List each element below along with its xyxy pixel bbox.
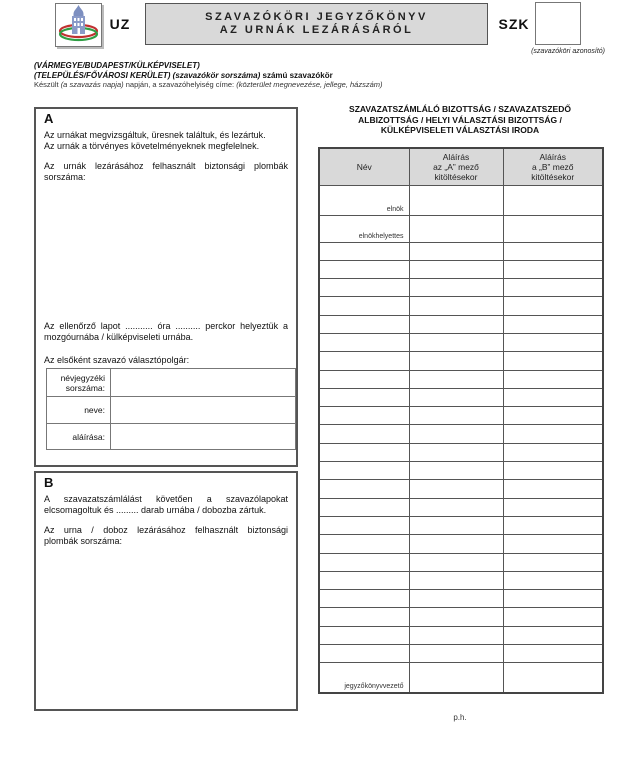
section-b-paragraph-ballots-packed: A szavazatszámlálást követően a szavazólapokat elcsomagoltuk és ......... darab urnába / dobozba zártuk. — [44, 494, 288, 515]
seal-numbers-blank-area[interactable] — [44, 183, 288, 317]
signature-b-cell[interactable] — [503, 407, 603, 425]
signature-a-cell[interactable] — [409, 297, 503, 315]
committee-row — [319, 333, 603, 351]
signature-a-cell[interactable] — [409, 498, 503, 516]
signature-b-cell[interactable] — [503, 443, 603, 461]
voter-signature-label: aláírása: — [47, 424, 111, 450]
signature-b-cell[interactable] — [503, 185, 603, 215]
signature-b-cell[interactable] — [503, 352, 603, 370]
signature-b-cell[interactable] — [503, 370, 603, 388]
member-name-cell[interactable] — [319, 498, 409, 516]
committee-row — [319, 185, 603, 215]
voter-roll-number-field[interactable] — [111, 369, 296, 397]
committee-table — [318, 147, 604, 694]
signature-b-cell[interactable] — [503, 645, 603, 663]
signature-a-cell[interactable] — [409, 242, 503, 260]
member-name-cell[interactable] — [319, 443, 409, 461]
committee-row — [319, 626, 603, 644]
section-b-box — [34, 471, 298, 711]
first-voter-table — [46, 368, 296, 450]
member-name-cell[interactable] — [319, 315, 409, 333]
committee-header-row — [319, 148, 603, 185]
committee-row — [319, 590, 603, 608]
signature-a-cell[interactable] — [409, 388, 503, 406]
signature-a-cell[interactable] — [409, 626, 503, 644]
section-a-paragraph-urns-checked: Az urnákat megvizsgáltuk, üresnek találtuk, és lezártuk. Az urnák a törvényes követelményeknek megfelelnek. — [44, 130, 266, 151]
meta-county-line: (VÁRMEGYE/BUDAPEST/KÜLKÉPVISELET) — [34, 61, 200, 70]
committee-table-body — [319, 185, 603, 693]
member-name-cell[interactable] — [319, 462, 409, 480]
member-name-cell[interactable] — [319, 407, 409, 425]
committee-row — [319, 215, 603, 242]
signature-b-cell[interactable] — [503, 279, 603, 297]
committee-row — [319, 297, 603, 315]
signature-b-cell[interactable] — [503, 315, 603, 333]
meta-settlement-line: (TELEPÜLÉS/FŐVÁROSI KERÜLET) (szavazókör sorszáma) számú szavazókör — [34, 70, 333, 80]
committee-row — [319, 279, 603, 297]
committee-row — [319, 516, 603, 534]
signature-b-cell[interactable] — [503, 663, 603, 693]
committee-row — [319, 407, 603, 425]
member-name-cell[interactable] — [319, 590, 409, 608]
form-title-line2: AZ URNÁK LEZÁRÁSÁRÓL — [219, 24, 414, 36]
signature-a-cell[interactable] — [409, 333, 503, 351]
column-header-signature-b: Aláírás a „B” mező kitöltésekor — [503, 148, 603, 185]
signature-a-cell[interactable] — [409, 260, 503, 278]
section-a-label: A — [44, 111, 54, 126]
member-name-cell[interactable] — [319, 626, 409, 644]
member-name-cell[interactable]: elnök — [319, 185, 409, 215]
signature-b-cell[interactable] — [503, 535, 603, 553]
column-header-signature-a: Aláírás az „A” mező kitöltésekor — [409, 148, 503, 185]
table-row — [47, 424, 296, 450]
szk-caption: (szavazóköri azonosító) — [531, 48, 605, 55]
member-name-cell[interactable] — [319, 425, 409, 443]
signature-a-cell[interactable] — [409, 608, 503, 626]
signature-a-cell[interactable] — [409, 215, 503, 242]
voter-name-field[interactable] — [111, 397, 296, 424]
committee-row — [319, 498, 603, 516]
signature-a-cell[interactable] — [409, 571, 503, 589]
signature-a-cell[interactable] — [409, 462, 503, 480]
form-meta — [34, 61, 474, 90]
signature-a-cell[interactable] — [409, 185, 503, 215]
signature-a-cell[interactable] — [409, 370, 503, 388]
committee-row — [319, 535, 603, 553]
meta-date-address-line: Készült (a szavazás napja) napján, a szavazóhelyiség címe: (közterület megnevezése, jellege, házszám) — [34, 80, 383, 89]
szk-id-box[interactable] — [535, 2, 581, 45]
signature-a-cell[interactable] — [409, 590, 503, 608]
section-a-paragraph-control-sheet: Az ellenőrző lapot ........... óra .......... perckor helyeztük a mozgóurnába / külképviseleti urnába. — [44, 321, 288, 342]
signature-b-cell[interactable] — [503, 498, 603, 516]
signature-a-cell[interactable] — [409, 663, 503, 693]
member-name-cell[interactable]: elnökhelyettes — [319, 215, 409, 242]
section-a-paragraph-seal-numbers: Az urnák lezárásához felhasznált biztonsági plombák sorszáma: — [44, 161, 288, 182]
signature-a-cell[interactable] — [409, 645, 503, 663]
committee-row — [319, 370, 603, 388]
signature-b-cell[interactable] — [503, 480, 603, 498]
signature-b-cell[interactable] — [503, 242, 603, 260]
committee-row — [319, 663, 603, 693]
signature-b-cell[interactable] — [503, 608, 603, 626]
member-name-cell[interactable] — [319, 553, 409, 571]
committee-row — [319, 553, 603, 571]
first-voter-intro: Az elsőként szavazó választópolgár: — [44, 355, 190, 365]
member-name-cell[interactable] — [319, 352, 409, 370]
section-b-label: B — [44, 475, 54, 490]
committee-heading: SZAVAZATSZÁMLÁLÓ BIZOTTSÁG / SZAVAZATSZEDŐ ALBIZOTTSÁG / HELYI VÁLASZTÁSI BIZOTTSÁG / KÜLKÉPVISELETI VÁLASZTÁSI IRODA — [349, 104, 571, 135]
signature-a-cell[interactable] — [409, 425, 503, 443]
member-name-cell[interactable] — [319, 242, 409, 260]
member-name-cell[interactable] — [319, 571, 409, 589]
column-header-name: Név — [319, 148, 409, 185]
committee-row — [319, 462, 603, 480]
member-name-cell[interactable]: jegyzőkönyvvezető — [319, 663, 409, 693]
member-name-cell[interactable] — [319, 370, 409, 388]
section-a-box — [34, 107, 298, 467]
signature-b-cell[interactable] — [503, 590, 603, 608]
committee-row — [319, 352, 603, 370]
table-row — [47, 397, 296, 424]
committee-row — [319, 645, 603, 663]
form-title — [145, 3, 488, 45]
member-name-cell[interactable] — [319, 388, 409, 406]
committee-row — [319, 608, 603, 626]
form-title-line1: SZAVAZÓKÖRI JEGYZŐKÖNYV — [205, 11, 428, 23]
voter-signature-field[interactable] — [111, 424, 296, 450]
signature-b-cell[interactable] — [503, 388, 603, 406]
form-code: UZ — [109, 16, 131, 32]
signature-b-cell[interactable] — [503, 260, 603, 278]
table-row — [47, 369, 296, 397]
signature-b-cell[interactable] — [503, 425, 603, 443]
signature-b-cell[interactable] — [503, 571, 603, 589]
committee-table-wrap — [318, 147, 602, 694]
committee-row — [319, 388, 603, 406]
signature-a-cell[interactable] — [409, 279, 503, 297]
committee-row — [319, 242, 603, 260]
szk-label: SZK — [498, 16, 530, 32]
nvi-logo — [55, 3, 102, 47]
signature-a-cell[interactable] — [409, 352, 503, 370]
signature-b-cell[interactable] — [503, 215, 603, 242]
member-name-cell[interactable] — [319, 333, 409, 351]
signature-a-cell[interactable] — [409, 516, 503, 534]
committee-row — [319, 443, 603, 461]
signature-a-cell[interactable] — [409, 535, 503, 553]
member-name-cell[interactable] — [319, 279, 409, 297]
signature-b-cell[interactable] — [503, 516, 603, 534]
member-name-cell[interactable] — [319, 516, 409, 534]
committee-row — [319, 480, 603, 498]
stamp-placeholder: p.h. — [453, 713, 467, 722]
member-name-cell[interactable] — [319, 535, 409, 553]
signature-a-cell[interactable] — [409, 553, 503, 571]
signature-a-cell[interactable] — [409, 480, 503, 498]
member-name-cell[interactable] — [319, 645, 409, 663]
member-name-cell[interactable] — [319, 608, 409, 626]
member-name-cell[interactable] — [319, 480, 409, 498]
member-name-cell[interactable] — [319, 260, 409, 278]
signature-b-cell[interactable] — [503, 297, 603, 315]
signature-b-cell[interactable] — [503, 553, 603, 571]
committee-row — [319, 260, 603, 278]
signature-a-cell[interactable] — [409, 407, 503, 425]
hungary-parliament-emblem-icon — [58, 4, 99, 47]
voter-name-label: neve: — [47, 397, 111, 424]
signature-b-cell[interactable] — [503, 626, 603, 644]
committee-row — [319, 425, 603, 443]
signature-b-cell[interactable] — [503, 333, 603, 351]
member-name-cell[interactable] — [319, 297, 409, 315]
voter-roll-number-label: névjegyzéki sorszáma: — [47, 369, 111, 397]
signature-a-cell[interactable] — [409, 315, 503, 333]
section-b-seal-numbers-blank-area[interactable] — [44, 547, 288, 667]
committee-row — [319, 571, 603, 589]
committee-row — [319, 315, 603, 333]
section-b-paragraph-seal-numbers: Az urna / doboz lezárásához felhasznált biztonsági plombák sorszáma: — [44, 525, 288, 546]
signature-b-cell[interactable] — [503, 462, 603, 480]
signature-a-cell[interactable] — [409, 443, 503, 461]
